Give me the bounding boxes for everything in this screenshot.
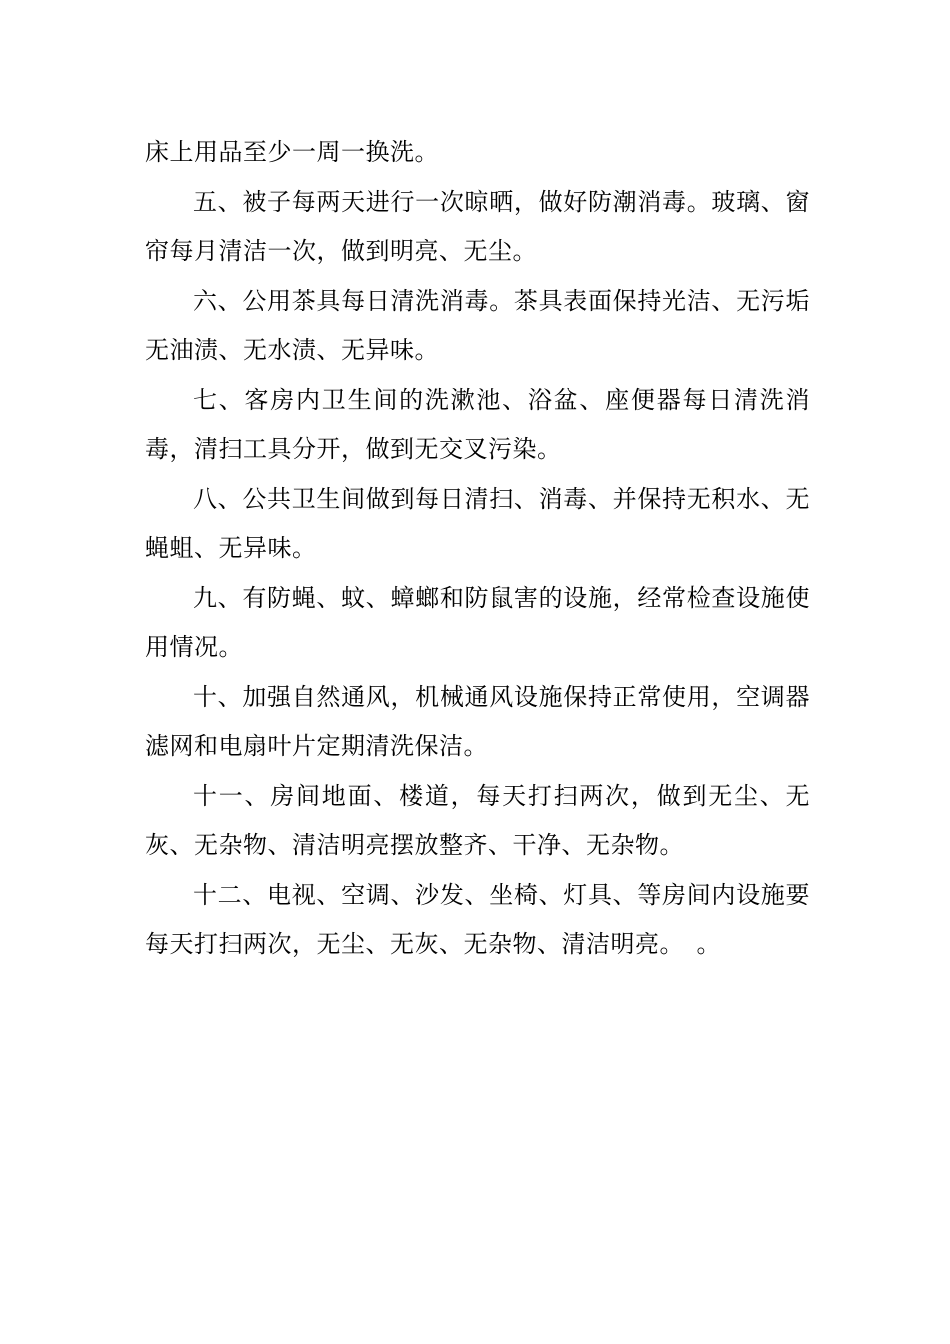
paragraph-continuation: 床上用品至少一周一换洗。 [145, 138, 439, 166]
paragraph-item-12: 十二、电视、空调、沙发、坐椅、灯具、等房间内设施要每天打扫两次，无尘、无灰、无杂物、清洁明亮。 。 [145, 880, 810, 958]
paragraph-item-8: 八、公共卫生间做到每日清扫、消毒、并保持无积水、无蝇蛆、无异味。 [145, 484, 810, 562]
paragraph-item-7: 七、客房内卫生间的洗漱池、浴盆、座便器每日清洗消毒，清扫工具分开，做到无交叉污染。 [145, 385, 810, 463]
paragraph-item-5: 五、被子每两天进行一次晾晒，做好防潮消毒。玻璃、窗帘每月清洁一次，做到明亮、无尘。 [145, 187, 810, 265]
paragraph-item-10: 十、加强自然通风，机械通风设施保持正常使用，空调器滤网和电扇叶片定期清洗保洁。 [145, 682, 810, 760]
paragraph-item-11: 十一、房间地面、楼道，每天打扫两次，做到无尘、无灰、无杂物、清洁明亮摆放整齐、干净、无杂物。 [145, 781, 810, 859]
document-body [145, 128, 810, 970]
paragraph-item-6: 六、公用茶具每日清洗消毒。茶具表面保持光洁、无污垢无油渍、无水渍、无异味。 [145, 286, 810, 364]
paragraph-item-9: 九、有防蝇、蚊、蟑螂和防鼠害的设施，经常检查设施使用情况。 [145, 583, 810, 661]
